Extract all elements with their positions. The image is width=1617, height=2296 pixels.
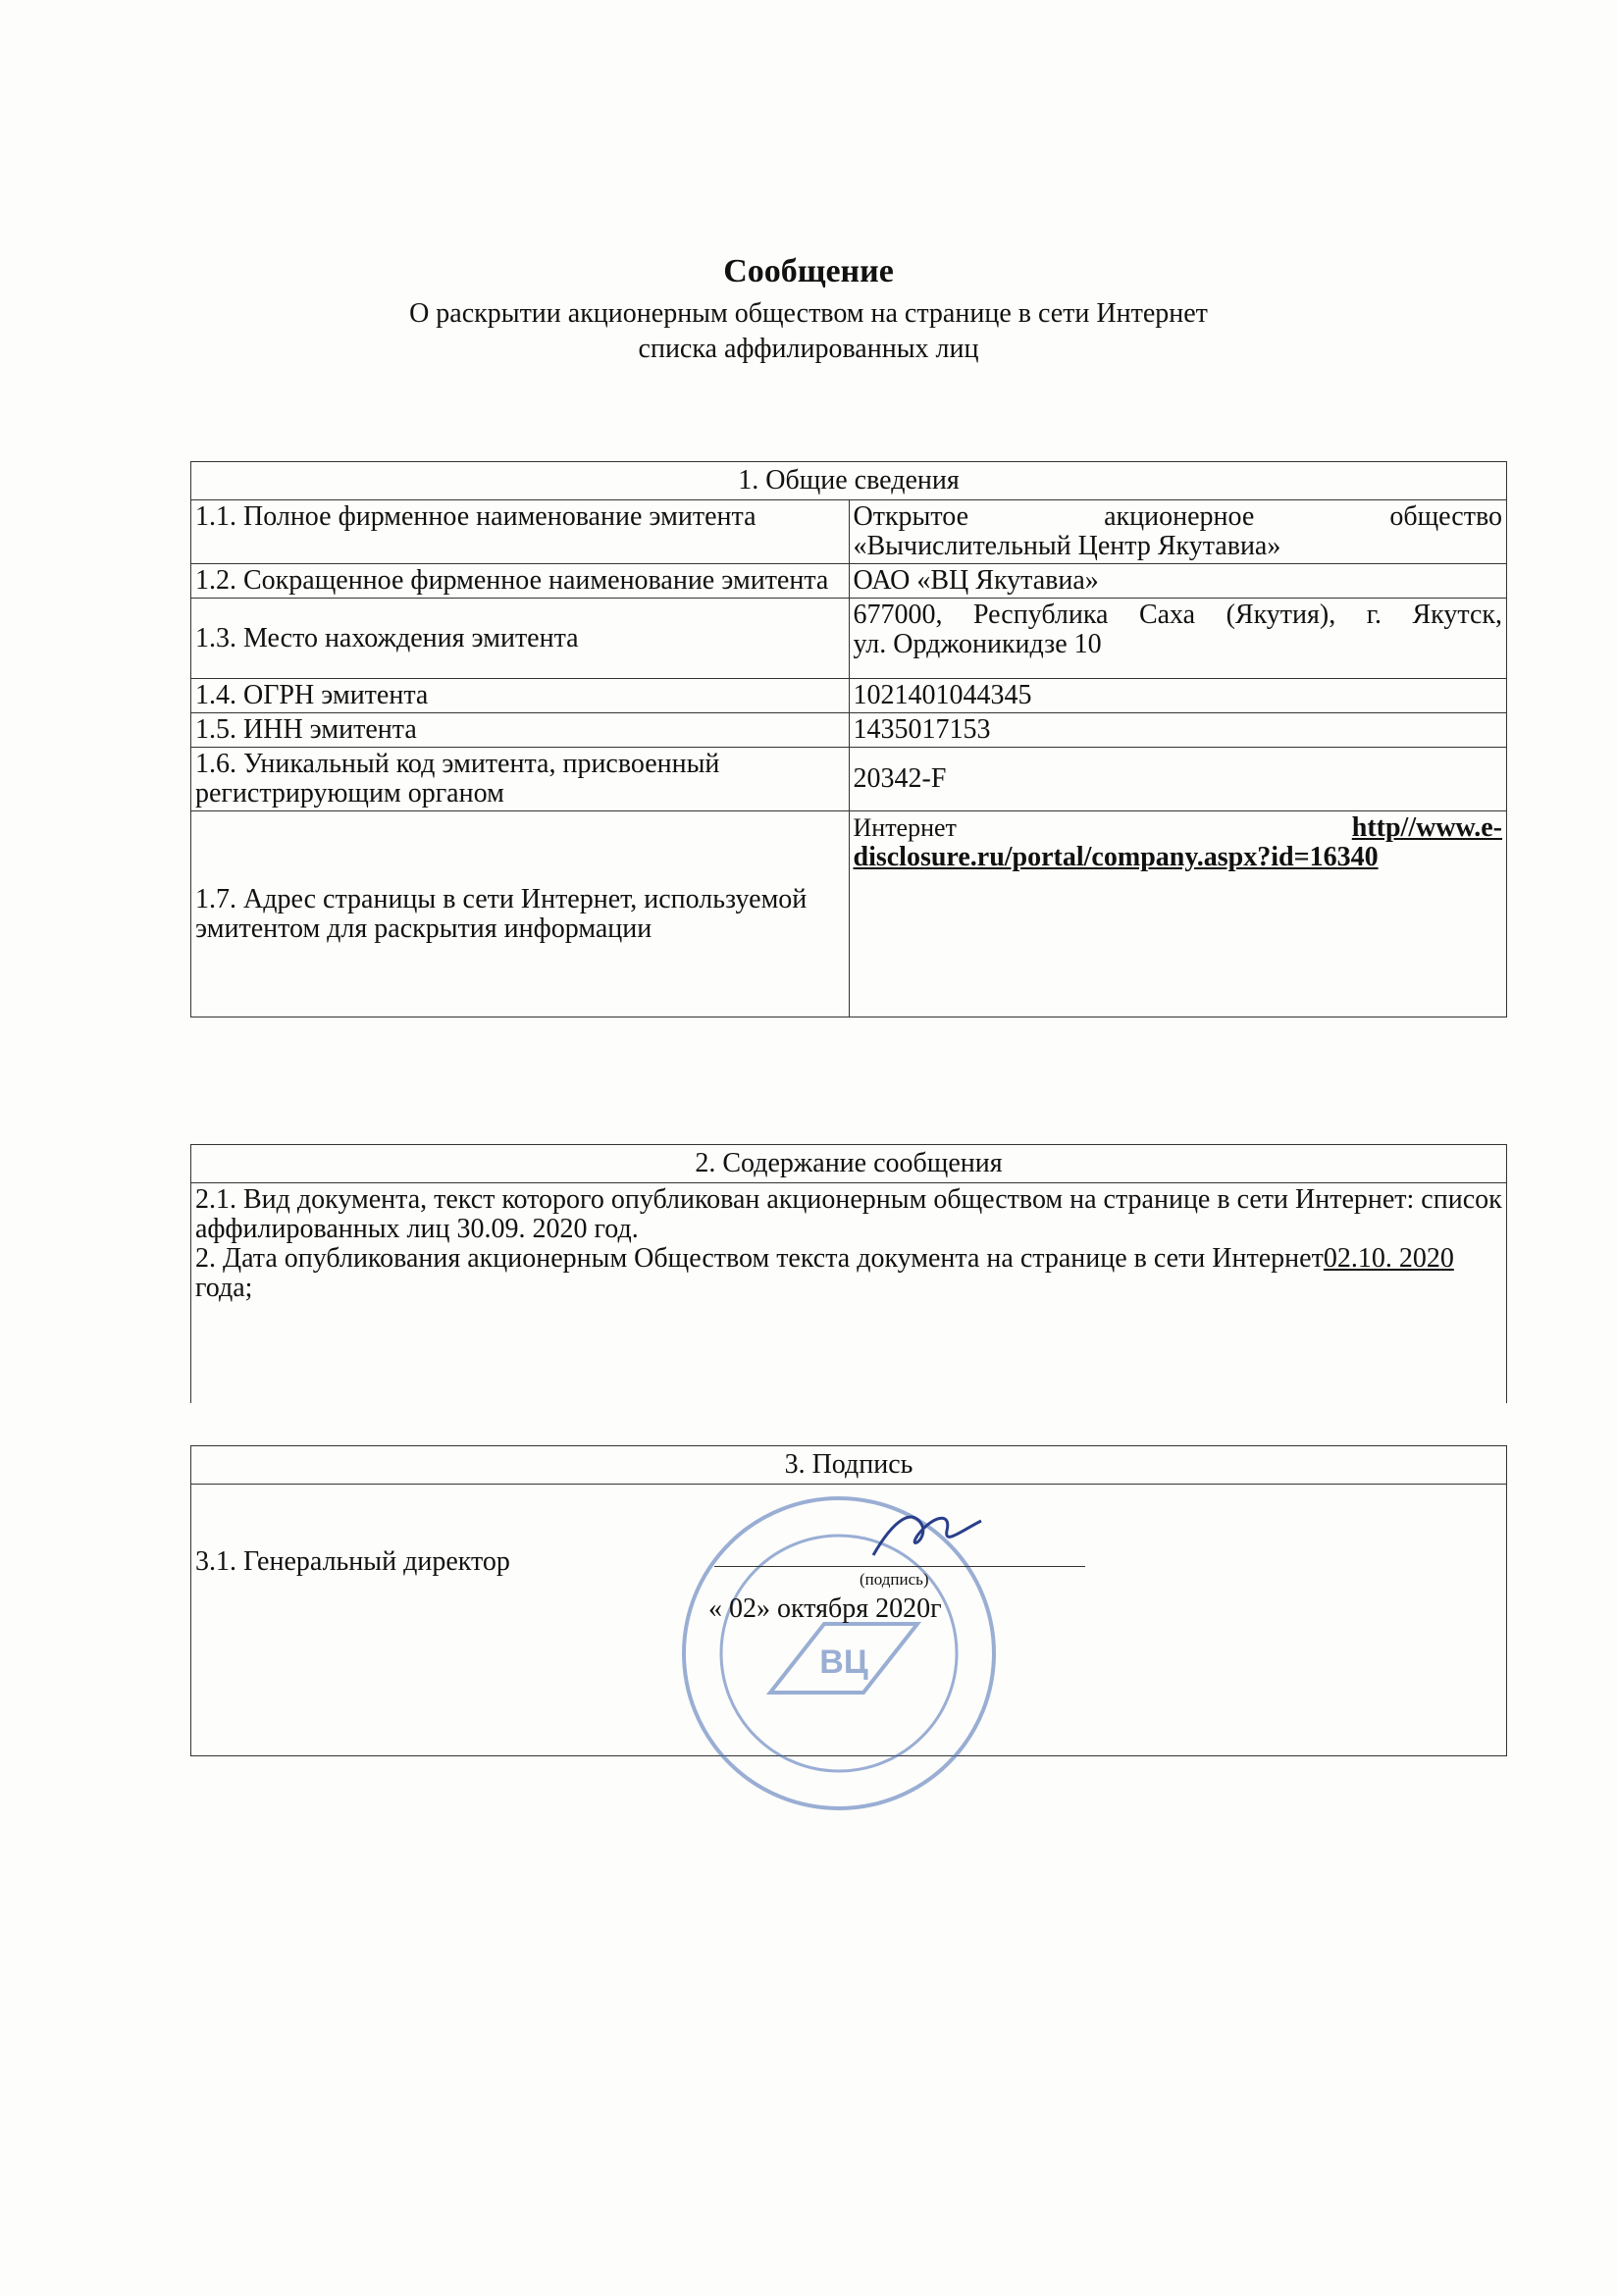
row-label: 1.2. Сокращенное фирменное наименование эмитента: [191, 564, 850, 599]
row-value: 1435017153: [849, 713, 1507, 748]
disclosure-link-part-1[interactable]: http//www.e-: [1351, 812, 1502, 843]
table-row: [191, 599, 1507, 679]
row-label: 1.1. Полное фирменное наименование эмитента: [191, 500, 850, 564]
svg-text:ВЦ: ВЦ: [819, 1644, 868, 1681]
row-label: 1.7. Адрес страницы в сети Интернет, используемой эмитентом для раскрытия информации: [191, 811, 850, 1018]
address-line-1: 677000, Республика Саха (Якутия), г. Якутск,: [853, 600, 1502, 630]
full-name-line-1: Открытое акционерное общество: [853, 501, 1502, 532]
table-row: [191, 564, 1507, 599]
handwritten-signature: [863, 1501, 991, 1570]
message-content-table: [190, 1144, 1507, 1403]
section-1-heading: 1. Общие сведения: [191, 462, 1507, 500]
document-type-item: 2.1. Вид документа, текст которого опубликован акционерным обществом на странице в сети Интернет: список аффилированных лиц 30.09. 2020 год.: [195, 1184, 1502, 1244]
row-label: 1.3. Место нахождения эмитента: [191, 599, 850, 679]
section-2-heading: 2. Содержание сообщения: [191, 1145, 1507, 1183]
publication-date: 02.10. 2020: [1323, 1243, 1454, 1274]
row-value: [849, 599, 1507, 679]
full-name-line-2: «Вычислительный Центр Якутавиа»: [853, 531, 1281, 561]
signature-date: « 02» октября 2020г: [708, 1593, 942, 1624]
message-content: [191, 1183, 1507, 1404]
disclosure-link-part-2[interactable]: disclosure.ru/portal/company.aspx?id=16340: [853, 842, 1379, 872]
row-label: 1.6. Уникальный код эмитента, присвоенный регистрирующим органом: [191, 748, 850, 811]
row-value: 20342-F: [849, 748, 1507, 811]
table-row: [191, 811, 1507, 1018]
section-3-heading: 3. Подпись: [191, 1446, 1507, 1485]
table-row: [191, 500, 1507, 564]
signature-line: [714, 1566, 1085, 1567]
publication-date-item: [195, 1244, 1502, 1303]
publication-date-prefix: 2. Дата опубликования акционерным Обществом текста документа на странице в сети Интернет: [195, 1243, 1324, 1274]
signature-caption: (подпись): [860, 1570, 929, 1589]
table-row: [191, 748, 1507, 811]
general-info-table: [190, 461, 1507, 1018]
page-subtitle: [0, 296, 1617, 367]
row-value: ОАО «ВЦ Якутавиа»: [849, 564, 1507, 599]
row-value: [849, 500, 1507, 564]
publication-date-suffix: года;: [195, 1273, 253, 1303]
table-row: [191, 679, 1507, 713]
subtitle-line-2: списка аффилированных лиц: [638, 334, 979, 364]
director-position: 3.1. Генеральный директор: [195, 1546, 510, 1577]
row-value: [849, 811, 1507, 1018]
row-value: 1021401044345: [849, 679, 1507, 713]
subtitle-line-1: О раскрытии акционерным обществом на странице в сети Интернет: [409, 298, 1208, 329]
table-row: [191, 713, 1507, 748]
address-line-2: ул. Орджоникидзе 10: [853, 629, 1102, 659]
row-label: 1.4. ОГРН эмитента: [191, 679, 850, 713]
page-title: Сообщение: [723, 253, 894, 289]
row-label: 1.5. ИНН эмитента: [191, 713, 850, 748]
internet-prefix: Интернет: [853, 813, 957, 842]
